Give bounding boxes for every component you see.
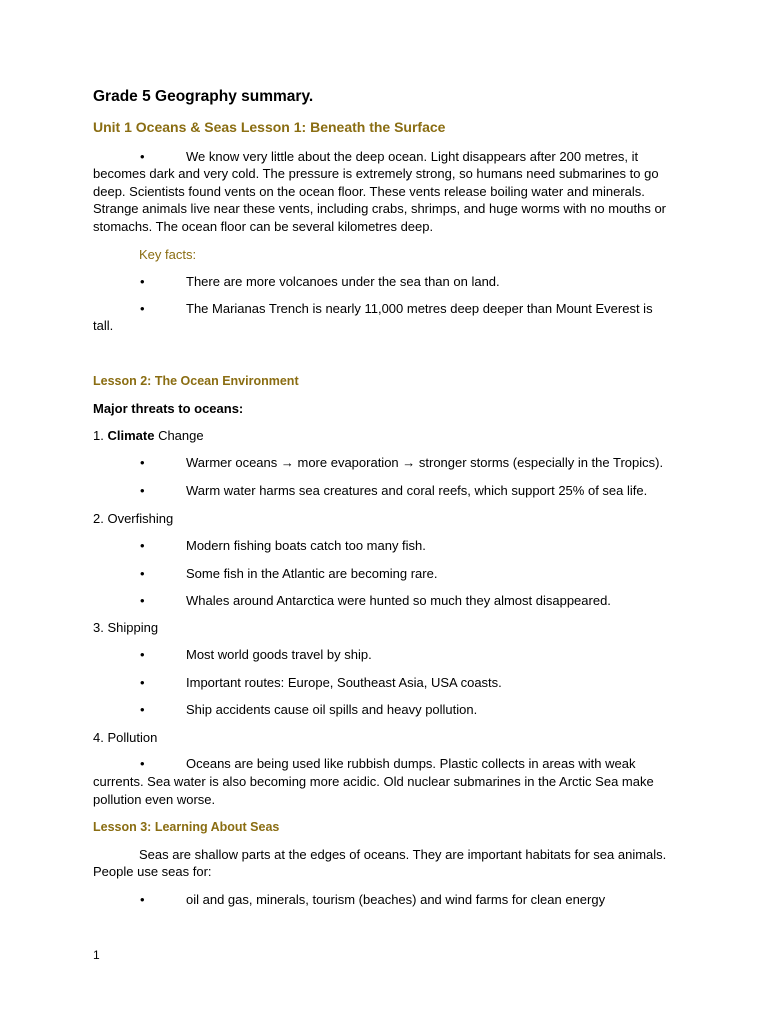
list-item: oil and gas, minerals, tourism (beaches) and wind farms for clean energy	[186, 892, 606, 907]
page-number: 1	[93, 948, 100, 962]
threat-number: 1.	[93, 428, 104, 443]
bullet-marker: •	[140, 892, 145, 907]
list-item: Some fish in the Atlantic are becoming rare.	[186, 566, 438, 581]
list-item: Whales around Antarctica were hunted so much they almost disappeared.	[186, 593, 611, 608]
lesson1-paragraph-first-line: We know very little about the deep ocean. Light disappears after 200 metres, it	[186, 149, 639, 164]
bullet-marker: •	[140, 301, 145, 316]
list-item: Modern fishing boats catch too many fish.	[186, 538, 426, 553]
seas-paragraph-second-line: People use seas for:	[93, 864, 212, 879]
bullet-marker: •	[140, 274, 145, 289]
document-title: Grade 5 Geography summary.	[93, 88, 314, 105]
bullet-marker: •	[140, 675, 145, 690]
lesson3-heading: Lesson 3: Learning About Seas	[93, 820, 280, 834]
threat-shipping-heading: 3. Shipping	[93, 620, 159, 635]
threat-overfishing-heading: 2. Overfishing	[93, 511, 174, 526]
list-item: Warm water harms sea creatures and coral reefs, which support 25% of sea life.	[186, 483, 648, 498]
bullet-marker: •	[140, 149, 145, 164]
bullet-marker: •	[140, 483, 145, 498]
bullet-marker: •	[140, 566, 145, 581]
key-fact-item: The Marianas Trench is nearly 11,000 metres deep deeper than Mount Everest is	[186, 301, 653, 316]
threat-pollution-heading: 4. Pollution	[93, 730, 158, 745]
pollution-paragraph-first-line: Oceans are being used like rubbish dumps. Plastic collects in areas with weak	[186, 756, 636, 771]
bullet-marker: •	[140, 538, 145, 553]
bullet-marker: •	[140, 702, 145, 717]
list-item: Important routes: Europe, Southeast Asia, USA coasts.	[186, 675, 502, 690]
list-item: Ship accidents cause oil spills and heavy pollution.	[186, 702, 478, 717]
threat-keyword: Climate	[107, 428, 155, 443]
bullet-marker: •	[140, 756, 145, 771]
unit-heading: Unit 1 Oceans & Seas Lesson 1: Beneath the Surface	[93, 119, 446, 135]
threats-heading: Major threats to oceans:	[93, 401, 244, 416]
list-item: Warmer oceans → more evaporation → stronger storms (especially in the Tropics).	[186, 455, 664, 470]
threat-climate-heading	[93, 427, 204, 445]
key-fact-item: There are more volcanoes under the sea than on land.	[186, 274, 500, 289]
bullet-marker: •	[140, 647, 145, 662]
bullet-marker: •	[140, 593, 145, 608]
key-fact-item-continued: tall.	[93, 318, 114, 333]
lesson1-paragraph-rest: becomes dark and very cold. The pressure is extremely strong, so humans need submarines to go deep. Scientists found vents on the ocean floor. These vents release boiling water and minerals. Strange animals live near these vents, including crabs, shrimps, and huge worms with no mouths or stomachs. The ocean floor can be several kilometres deep.	[93, 166, 667, 234]
list-item: Most world goods travel by ship.	[186, 647, 372, 662]
pollution-paragraph-rest: currents. Sea water is also becoming more acidic. Old nuclear submarines in the Arctic Sea make pollution even worse.	[93, 774, 654, 807]
bullet-marker: •	[140, 455, 145, 470]
key-facts-label: Key facts:	[139, 247, 197, 262]
seas-paragraph-first-line: Seas are shallow parts at the edges of oceans. They are important habitats for sea animals.	[139, 847, 667, 862]
lesson2-heading: Lesson 2: The Ocean Environment	[93, 374, 299, 388]
threat-rest: Change	[158, 428, 204, 443]
